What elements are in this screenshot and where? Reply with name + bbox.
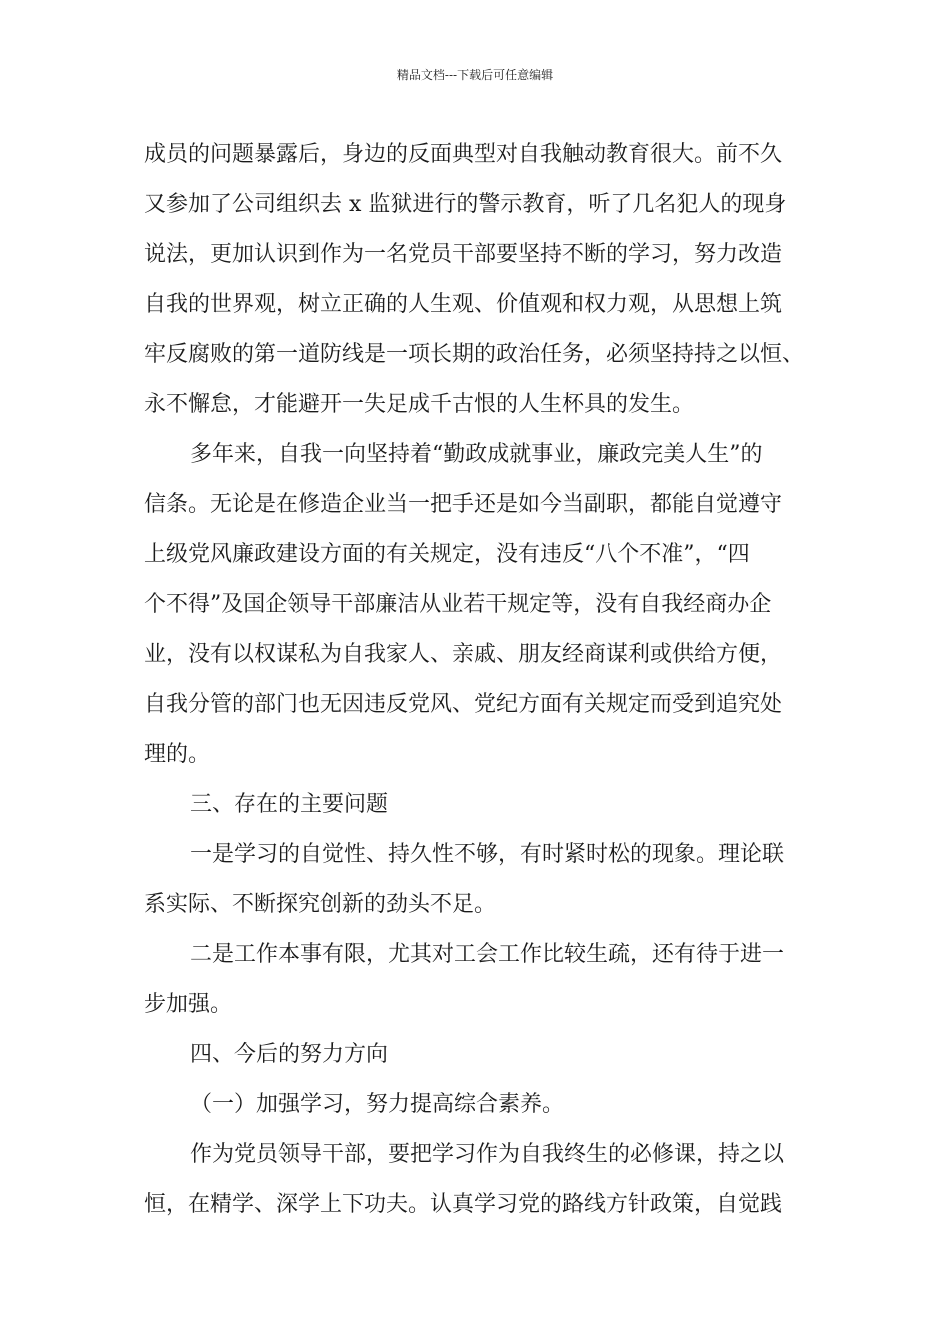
body-text xyxy=(144,130,824,1230)
page-header: 精品文档---下载后可任意编辑 xyxy=(396,68,554,82)
text-line: 一是学习的自觉性、持久性不够，有时紧时松的现象。理论联 xyxy=(190,842,785,867)
text-line: 个不得”及国企领导干部廉洁从业若干规定等，没有自我经商办企 xyxy=(144,592,772,617)
text-line: 业，没有以权谋私为自我家人、亲戚、朋友经商谋利或供给方便， xyxy=(144,642,783,667)
text-line: 多年来，自我一向坚持着“勤政成就事业，廉政完美人生”的 xyxy=(190,442,763,467)
section-heading: 三、存在的主要问题 xyxy=(190,792,389,817)
text-line: 步加强。 xyxy=(144,992,233,1017)
text-line: 系实际、不断探究创新的劲头不足。 xyxy=(144,892,497,917)
text-line: 永不懈怠，才能避开一失足成千古恨的人生杯具的发生。 xyxy=(144,392,695,417)
text-line: 作为党员领导干部，要把学习作为自我终生的必修课，持之以 xyxy=(190,1142,785,1167)
text-line: 二是工作本事有限，尤其对工会工作比较生疏，还有待于进一 xyxy=(190,942,785,967)
subsection-heading: （一）加强学习，努力提高综合素养。 xyxy=(190,1092,565,1117)
text-line: 理的。 xyxy=(144,742,211,767)
text-line: 成员的问题暴露后，身边的反面典型对自我触动教育很大。前不久 xyxy=(144,142,783,167)
text-line: 自我分管的部门也无因违反党风、党纪方面有关规定而受到追究处 xyxy=(144,692,783,717)
text-line: 又参加了公司组织去 x 监狱进行的警示教育，听了几名犯人的现身 xyxy=(144,192,787,217)
text-line: 自我的世界观，树立正确的人生观、价值观和权力观，从思想上筑 xyxy=(144,292,783,317)
text-line: 说法，更加认识到作为一名党员干部要坚持不断的学习，努力改造 xyxy=(144,242,783,267)
text-line: 恒，在精学、深学上下功夫。认真学习党的路线方针政策，自觉践 xyxy=(144,1192,783,1217)
text-line: 上级党风廉政建设方面的有关规定，没有违反“八个不准”，“四 xyxy=(144,542,750,567)
text-line: 信条。无论是在修造企业当一把手还是如今当副职，都能自觉遵守 xyxy=(144,492,783,517)
section-heading: 四、今后的努力方向 xyxy=(190,1042,389,1067)
text-line: 牢反腐败的第一道防线是一项长期的政治任务，必须坚持持之以恒、 xyxy=(144,342,805,367)
